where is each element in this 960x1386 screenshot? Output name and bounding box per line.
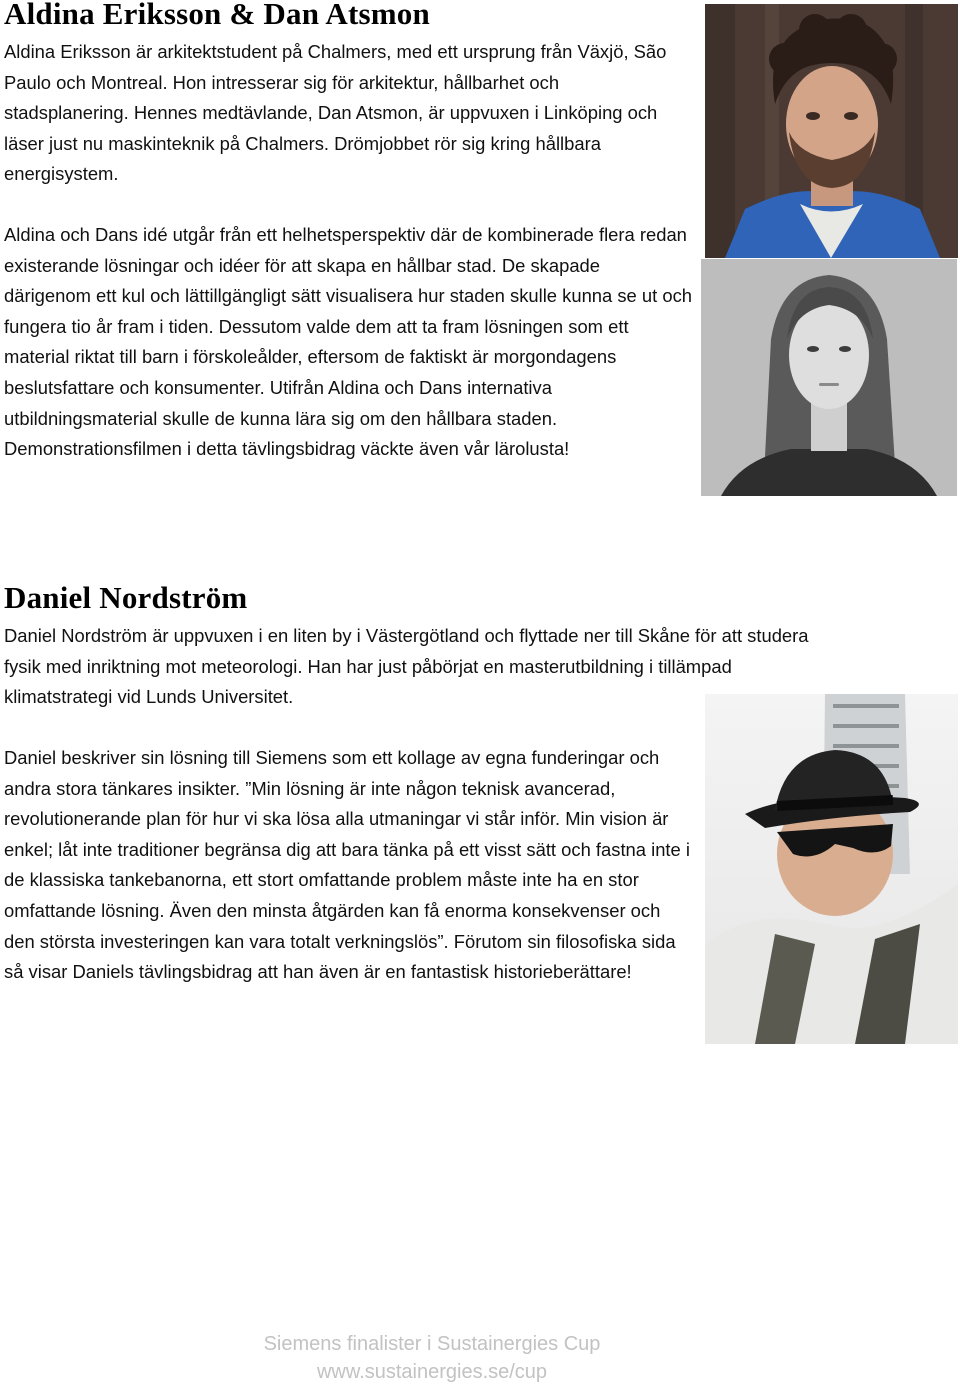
footer-link[interactable]: www.sustainergies.se/cup — [316, 1361, 548, 1383]
section2-body: Daniel beskriver sin lösning till Siemens som ett kollage av egna funderingar och andra stora tänkares insikter. ”Min lösning är inte någon teknisk avancerad, revolutionerande plan för hur vi ska lösa alla utmaningar vi står inför. Min vision är enkel; låt inte traditioner begränsa dig att bara tänka på ett visst sätt och fastna inte i de klassiska tankebanorna, ett stort omfattande problem måste inte ha en stor omfattande lösning. Även den minsta åtgärden kan få enorma konsekvenser och den största investeringen kan vara totalt verkningslös”. Förutom sin filosofiska sida så visar Daniels tävlingsbidrag att han även är en fantastisk historieberättare! — [4, 747, 690, 983]
aldina-eriksson-photo — [701, 259, 957, 496]
section1-body: Aldina och Dans idé utgår från ett helhetsperspektiv där de kombinerade flera redan existerande lösningar och idéer för att skapa en hållbar stad. De skapade därigenom ett kul och lättillgängligt sätt visualisera hur staden skulle kunna se ut och fungera tio år fram i tiden. Dessutom valde dem att ta fram lösningen som ett material riktat till barn i förskoleålder, eftersom de faktiskt är morgondagens beslutsfattare och konsumenter. Utifrån Aldina och Dans internativa utbildningsmaterial skulle de kunna lära sig om den hållbara staden. Demonstrationsfilmen i detta tävlingsbidrag väckte även vår lärolusta! — [4, 224, 692, 460]
section2-title: Daniel Nordström — [4, 580, 248, 615]
section2-intro: Daniel Nordström är uppvuxen i en liten by i Västergötland och flyttade ner till Skåne för att studera fysik med inriktning mot meteorologi. Han har just påbörjat en masterutbildning i tillämpad klimatstrategi vid Lunds Universitet. — [4, 625, 809, 708]
footer-line-1: Siemens finalister i Sustainergies Cup — [263, 1333, 601, 1355]
section1-intro: Aldina Eriksson är arkitektstudent på Chalmers, med ett ursprung från Växjö, São Paulo och Montreal. Hon intresserar sig för arkitektur, hållbarhet och stadsplanering. Hennes medtävlande, Dan Atsmon, är uppvuxen i Linköping och läser just nu maskinteknik på Chalmers. Drömjobbet rör sig kring hållbara energisystem. — [4, 41, 667, 185]
dan-atsmon-photo — [705, 4, 958, 258]
section1-title: Aldina Eriksson & Dan Atsmon — [4, 0, 430, 31]
daniel-nordstrom-photo — [705, 694, 958, 1044]
